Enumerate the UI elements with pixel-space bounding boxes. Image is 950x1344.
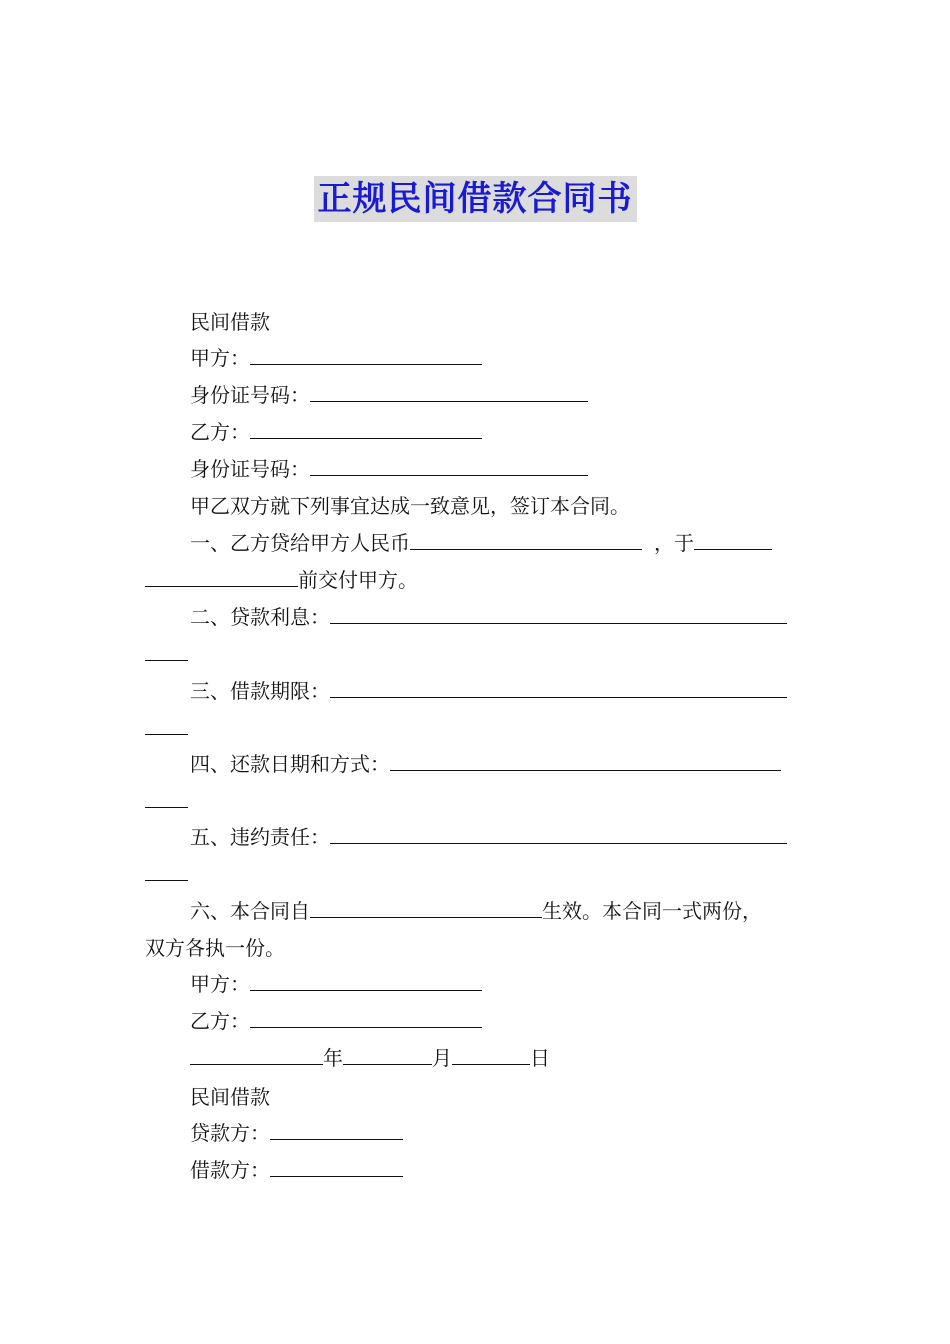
date-blank-part-1 bbox=[694, 531, 772, 550]
sign-party-b bbox=[190, 1009, 482, 1033]
clause-6-line-2 bbox=[145, 936, 285, 960]
party-b-sign-blank bbox=[250, 1009, 482, 1028]
term-blank-cont bbox=[145, 716, 188, 735]
amount-blank bbox=[410, 531, 642, 550]
heading-min-jian-jie-kuan bbox=[190, 310, 270, 334]
party-a-id-blank bbox=[310, 383, 588, 402]
title-container bbox=[0, 176, 950, 222]
document-title: 正规民间借款合同书 bbox=[314, 176, 637, 222]
clause-6-text: 六、本合同自 bbox=[190, 899, 310, 923]
clause-5-text: 五、违约责任： bbox=[190, 825, 330, 849]
heading-min-jian-jie-kuan-2 bbox=[190, 1085, 270, 1109]
interest-blank-cont bbox=[145, 642, 188, 661]
borrower-label: 借款方： bbox=[190, 1158, 270, 1182]
repayment-blank bbox=[390, 752, 781, 771]
party-a-label: 甲方： bbox=[190, 346, 250, 370]
clause-5-line-1 bbox=[190, 825, 787, 849]
date-blank-part-2 bbox=[145, 568, 298, 587]
term-blank bbox=[330, 679, 787, 698]
party-b-blank bbox=[250, 420, 482, 439]
day-blank bbox=[452, 1046, 530, 1065]
clause-2-line-1 bbox=[190, 605, 787, 629]
clause-3-text: 三、借款期限： bbox=[190, 679, 330, 703]
clause-1-line-2 bbox=[145, 568, 418, 592]
party-b-label: 乙方： bbox=[190, 1009, 250, 1033]
month-blank bbox=[343, 1046, 432, 1065]
clause-5-line-2 bbox=[145, 862, 188, 886]
clause-3-line-2 bbox=[145, 716, 188, 740]
day-label: 日 bbox=[530, 1046, 550, 1070]
clause-6-text-2: 生效。本合同一式两份， bbox=[542, 899, 762, 923]
lender-blank bbox=[270, 1121, 403, 1140]
sign-party-a bbox=[190, 972, 482, 996]
clause-6-line-1 bbox=[190, 899, 762, 923]
borrower-line bbox=[190, 1158, 403, 1182]
party-a-id-line bbox=[190, 383, 588, 407]
party-a-label: 甲方： bbox=[190, 972, 250, 996]
interest-blank bbox=[330, 605, 787, 624]
id-label: 身份证号码： bbox=[190, 457, 310, 481]
line-text: 甲乙双方就下列事宜达成一致意见，签订本合同。 bbox=[190, 494, 630, 518]
clause-4-line-1 bbox=[190, 752, 781, 776]
party-a-sign-blank bbox=[250, 972, 482, 991]
clause-1-text: 一、乙方贷给甲方人民币 bbox=[190, 531, 410, 555]
clause-2-line-2 bbox=[145, 642, 188, 666]
effective-date-blank bbox=[310, 899, 542, 918]
month-label: 月 bbox=[432, 1046, 452, 1070]
repayment-blank-cont bbox=[145, 789, 188, 808]
lender-line bbox=[190, 1121, 403, 1145]
date-line bbox=[190, 1046, 550, 1070]
clause-3-line-1 bbox=[190, 679, 787, 703]
lender-label: 贷款方： bbox=[190, 1121, 270, 1145]
clause-6-text-3: 双方各执一份。 bbox=[145, 936, 285, 960]
clause-2-text: 二、贷款利息： bbox=[190, 605, 330, 629]
clause-1-line-1 bbox=[190, 531, 772, 555]
clause-1-text-3: 前交付甲方。 bbox=[298, 568, 418, 592]
line-text: 民间借款 bbox=[190, 310, 270, 334]
year-blank bbox=[190, 1046, 323, 1065]
party-b-label: 乙方： bbox=[190, 420, 250, 444]
liability-blank-cont bbox=[145, 862, 188, 881]
agreement-statement bbox=[190, 494, 630, 518]
line-text: 民间借款 bbox=[190, 1085, 270, 1109]
id-label: 身份证号码： bbox=[190, 383, 310, 407]
clause-4-line-2 bbox=[145, 789, 188, 813]
year-label: 年 bbox=[323, 1046, 343, 1070]
borrower-blank bbox=[270, 1158, 403, 1177]
party-a-blank bbox=[250, 346, 482, 365]
liability-blank bbox=[330, 825, 787, 844]
clause-4-text: 四、还款日期和方式： bbox=[190, 752, 390, 776]
party-b-id-blank bbox=[310, 457, 588, 476]
party-b-line bbox=[190, 420, 482, 444]
party-a-line bbox=[190, 346, 482, 370]
party-b-id-line bbox=[190, 457, 588, 481]
clause-1-text-2: ，于 bbox=[654, 531, 694, 555]
